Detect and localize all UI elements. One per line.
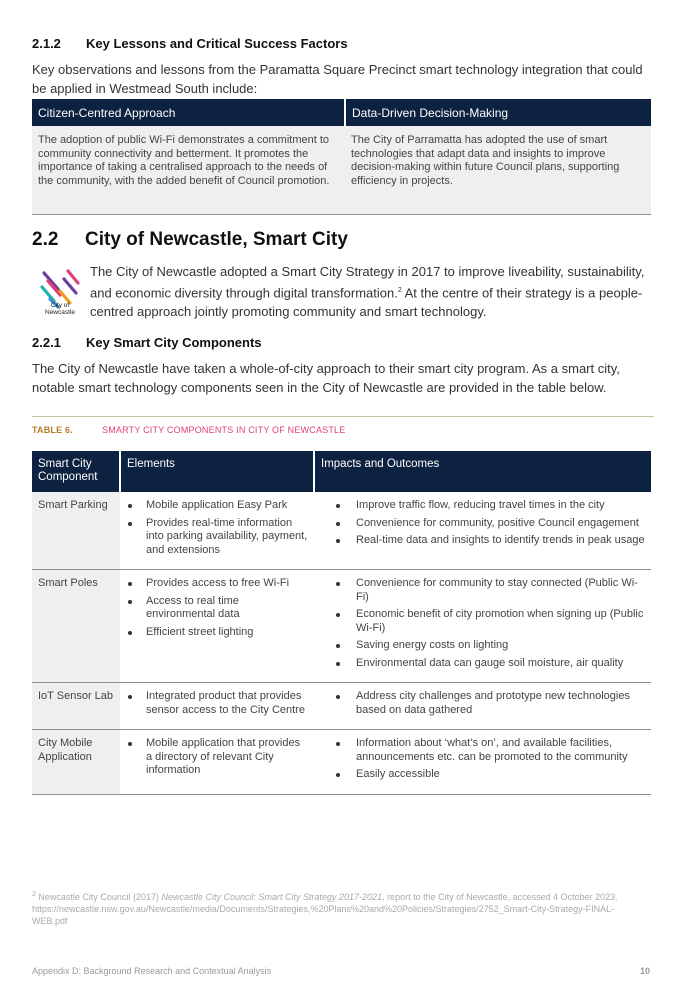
elements-list [122,499,308,557]
impact-item: Saving energy costs on lighting [320,639,645,653]
footnote [32,889,642,927]
impacts-list [320,690,645,717]
section-intro: Key observations and lessons from the Paramatta Square Precinct smart technology integration that could be applied in Westmead South include: [32,62,643,96]
page-number: 10 [640,966,651,976]
impact-item: Information about ‘what’s on’, and available facilities, announcements etc. can be promoted to the community [320,737,645,764]
elements-list [122,577,308,639]
impact-item: Easily accessible [320,768,645,782]
section-number: 2.1.2 [32,36,61,51]
impact-item: Improve traffic flow, reducing travel times in the city [320,499,645,513]
element-item: Access to real time environmental data [122,595,308,622]
element-item: Mobile application that provides a directory of relevant City information [122,737,308,778]
impact-item: Economic benefit of city promotion when signing up (Public Wi-Fi) [320,608,645,635]
elements-list [122,737,308,778]
footnote-title: Newcastle City Council: Smart City Strategy 2017-2021 [161,892,383,902]
component-name: Smart Poles [32,570,120,683]
intro-text: The City of Newcastle adopted a Smart City Strategy in 2017 to improve liveability, sustainability, and economic diversity through digital transformation. [90,264,645,301]
element-item: Efficient street lighting [122,626,308,640]
elements-cell [120,492,314,570]
footnote-url: https://newcastle.nsw.gov.au/Newcastle/media/Documents/Strategies,%20Plans%20and%20Policies/Strategies/2752_Smart-City-Strategy-FINAL-WEB.pdf [32,904,615,926]
section-title: Key Smart City Components [86,335,262,350]
section-intro: The City of Newcastle have taken a whole-of-city approach to their smart city program. As a smart city, notable smart technology components seen in the City of Newcastle are provided in the table below. [32,361,620,395]
intro-text: At the centre of their strategy is a people-centred approach jointly promoting community and smart technology. [90,285,643,320]
impact-item: Convenience for community to stay connected (Public Wi-Fi) [320,577,645,604]
table-row [32,683,651,730]
impact-item: Environmental data can gauge soil moisture, air quality [320,657,645,671]
section-intro [90,262,650,321]
element-item: Mobile application Easy Park [122,499,308,513]
table-header: Elements [120,451,314,492]
element-item: Integrated product that provides sensor access to the City Centre [122,690,308,717]
table-header: Citizen-Centred Approach [32,99,345,126]
component-name: Smart Parking [32,492,120,570]
impacts-cell [314,683,651,730]
section-number: 2.2.1 [32,335,61,350]
impacts-cell [314,570,651,683]
table-body [32,492,651,794]
table-label: TABLE 6. [32,425,73,435]
impacts-cell [314,730,651,795]
table-row [32,570,651,683]
table-row [32,730,651,795]
footnote-ref: 2 [397,287,402,294]
components-table [32,451,651,795]
section-title: City of Newcastle, Smart City [85,229,348,250]
table-cell: The City of Parramatta has adopted the use of smart technologies that adapt data and insights to improve decision-making within future Council plans, supporting efficiency in projects. [345,126,651,214]
elements-cell [120,570,314,683]
section-title: Key Lessons and Critical Success Factors [86,36,348,51]
table-caption-text: SMARTY CITY COMPONENTS IN CITY OF NEWCASTLE [102,425,346,435]
table-row [32,492,651,570]
section-number: 2.2 [32,229,59,250]
footnote-rest: , report to the City of Newcastle, accessed 4 October 2023. [382,892,618,902]
table-header: Data-Driven Decision-Making [345,99,651,126]
elements-cell [120,683,314,730]
lessons-table [32,99,651,215]
table-caption [32,425,345,435]
footnote-author: Newcastle City Council (2017) [35,892,162,902]
impacts-cell [314,492,651,570]
section-heading-2-1-2 [32,36,348,51]
element-item: Provides real-time information into parking availability, payment, and extensions [122,517,308,558]
element-item: Provides access to free Wi-Fi [122,577,308,591]
table-header: Impacts and Outcomes [314,451,651,492]
section-heading-2-2 [32,229,348,251]
elements-cell [120,730,314,795]
impact-item: Address city challenges and prototype new technologies based on data gathered [320,690,645,717]
logo-text: City of Newcastle [45,302,75,316]
component-name: City Mobile Application [32,730,120,795]
elements-list [122,690,308,717]
impact-item: Real-time data and insights to identify trends in peak usage [320,534,645,548]
impacts-list [320,577,645,670]
footnote-mark: 2 [32,891,36,898]
table-cell: The adoption of public Wi-Fi demonstrates a commitment to community connectivity and betterment. It promotes the importance of taking a centralised approach to the needs of the community, with the added benefit of Council promotion. [32,126,345,214]
caption-rule [32,416,654,417]
impacts-list [320,499,645,548]
impact-item: Convenience for community, positive Council engagement [320,517,645,531]
impacts-list [320,737,645,782]
section-heading-2-2-1 [32,335,262,350]
component-name: IoT Sensor Lab [32,683,120,730]
page-footer: Appendix D: Background Research and Contextual Analysis [32,966,272,976]
table-header: Smart City Component [32,451,120,492]
